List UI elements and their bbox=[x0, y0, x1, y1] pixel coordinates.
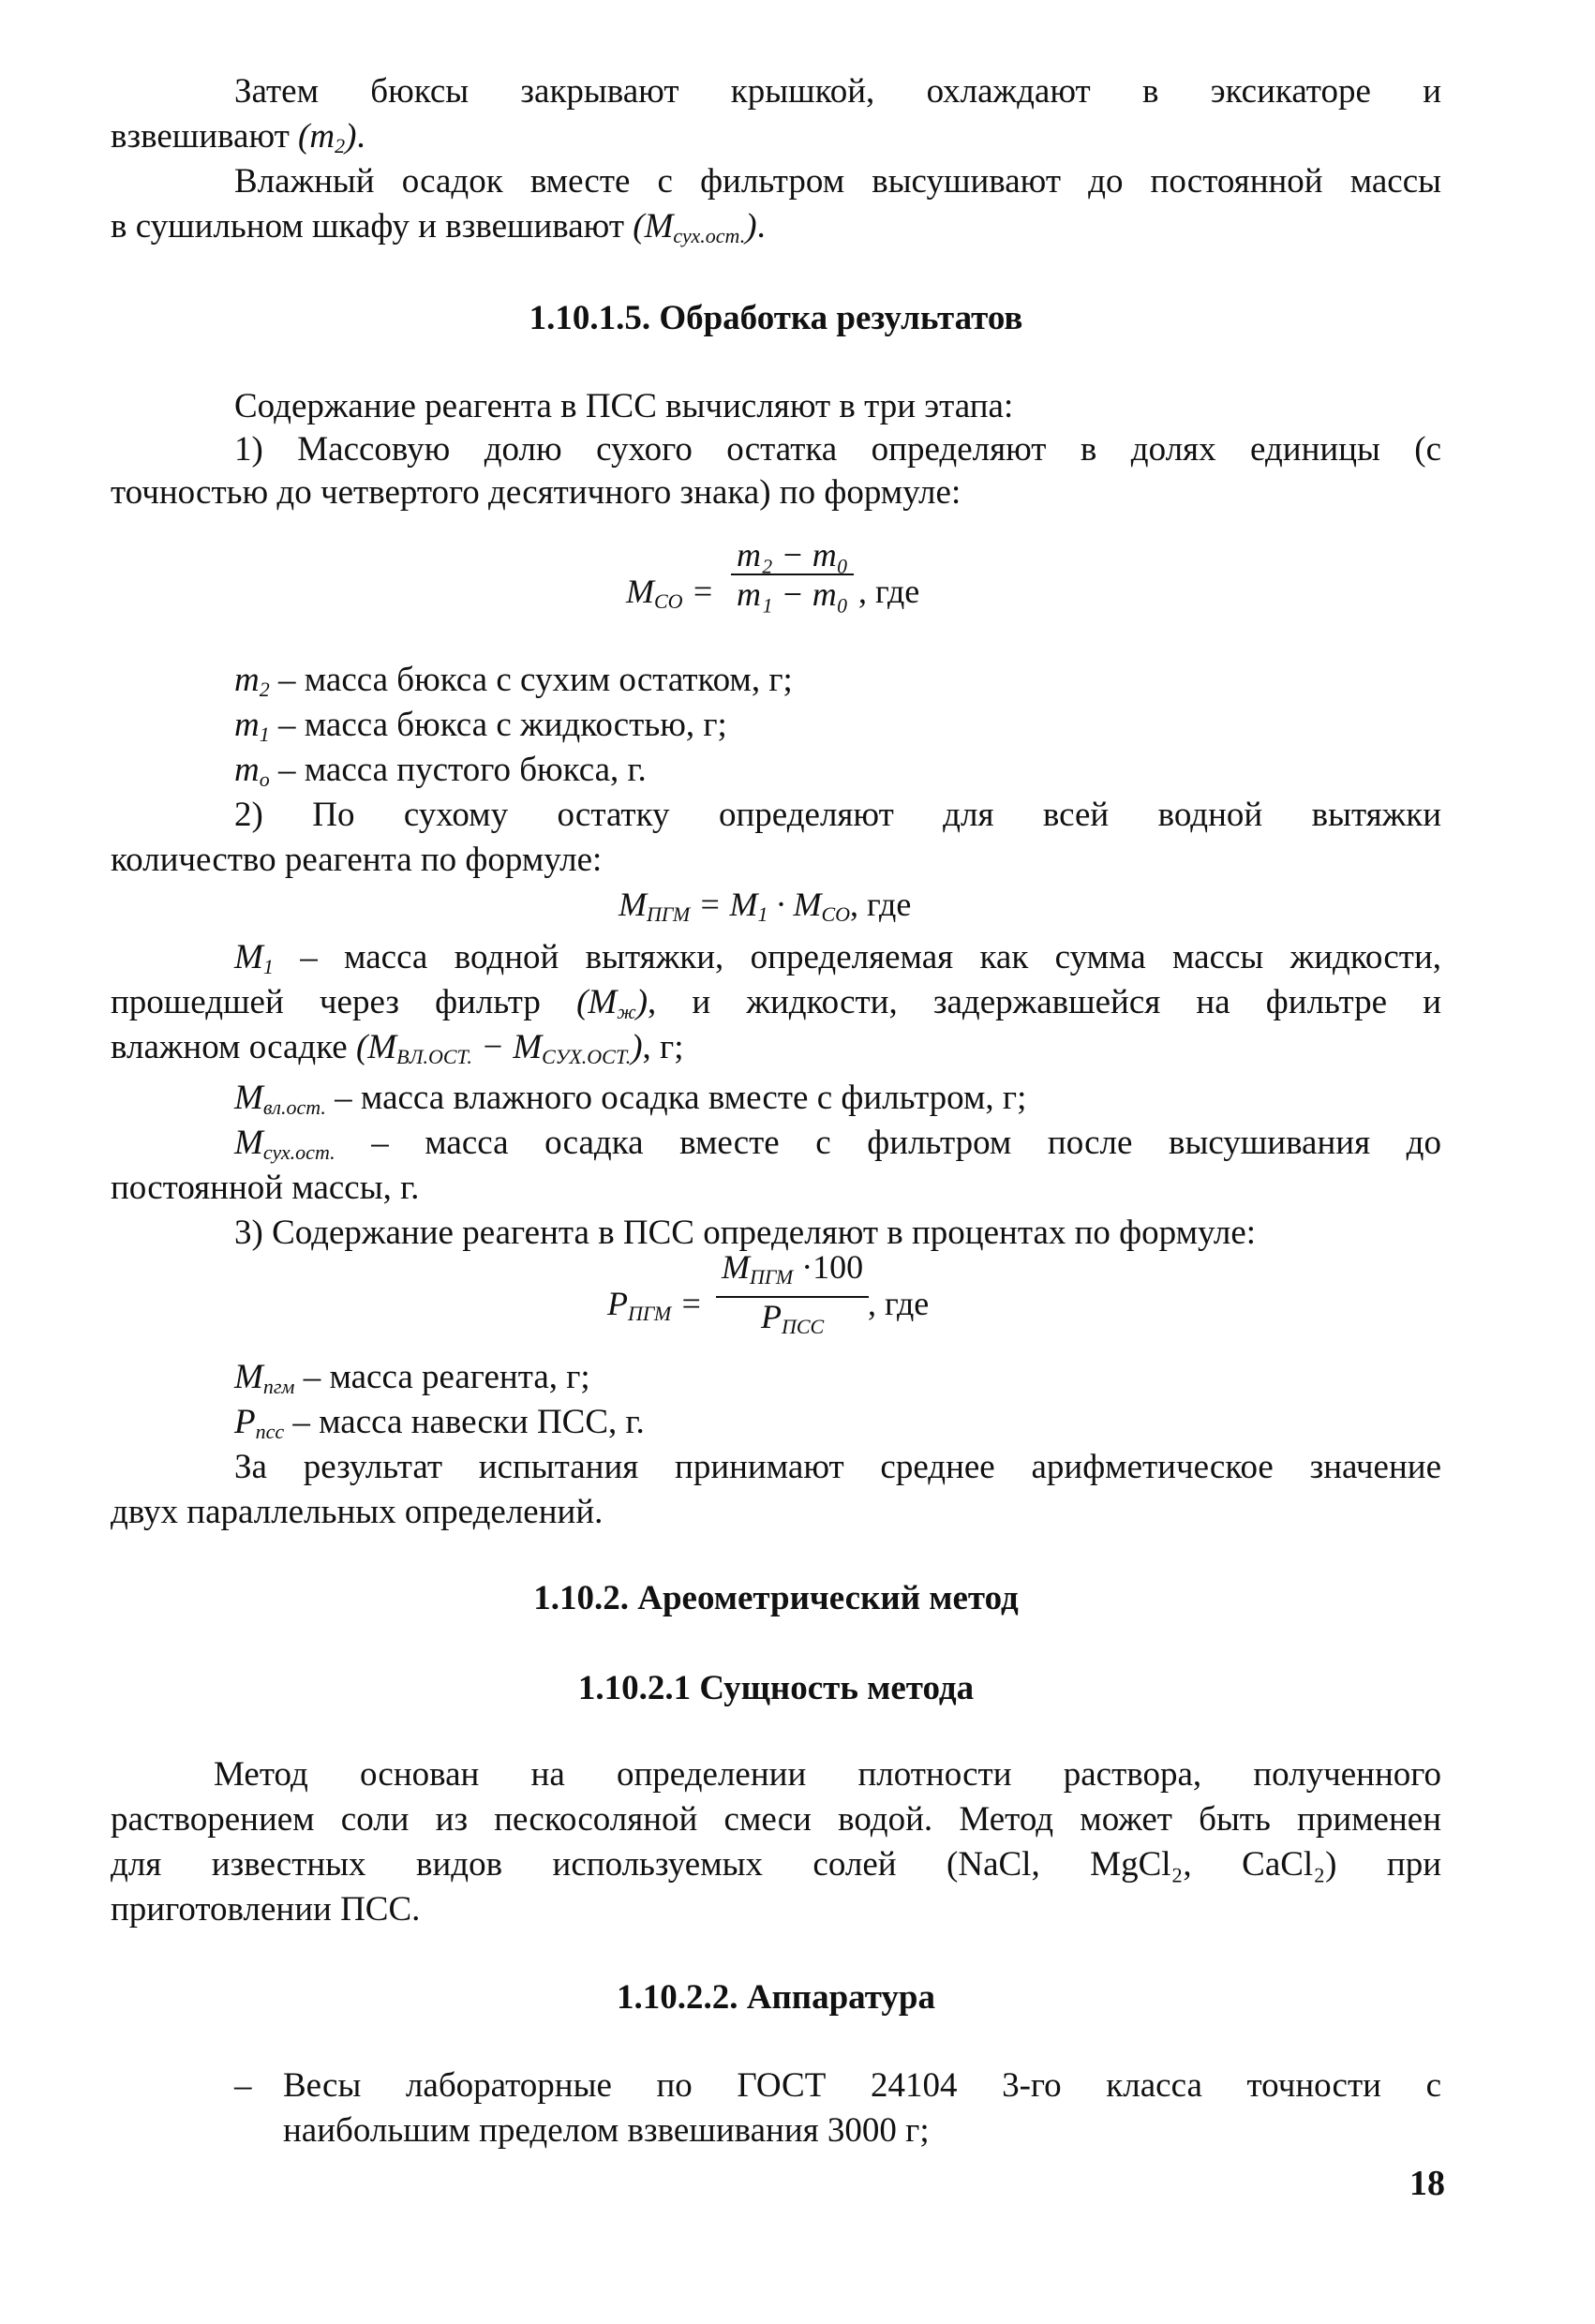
def-Msuh-line1: $M_{сух.ост.}$ – масса осадка вместе с фильтром после высушивания до bbox=[234, 1124, 1441, 1164]
heading-1-10-2-1: 1.10.2.1 Сущность метода bbox=[577, 1669, 975, 1707]
intro-text: Содержание реагента в ПСС вычисляют в три этапа: bbox=[234, 387, 1014, 425]
method-line1: Метод основан на определении плотности раствора, полученного bbox=[214, 1755, 1441, 1794]
def-Msuh-line2: постоянной массы, г. bbox=[111, 1169, 420, 1207]
para2-line1: Влажный осадок вместе с фильтром высушивают до постоянной массы bbox=[234, 162, 1441, 201]
def-M1-line1: $M_1$ – масса водной вытяжки, определяемая как сумма массы жидкости, bbox=[234, 938, 1441, 978]
apparatus-line2: наибольшим пределом взвешивания 3000 г; bbox=[283, 2111, 930, 2150]
var-msuh: $(M_{сух.ост.})$ bbox=[633, 207, 757, 247]
def-Mvl: $M_{вл.ост.}$ – масса влажного осадка вместе с фильтром, г; bbox=[234, 1079, 1027, 1119]
apparatus-dash: – bbox=[234, 2066, 252, 2105]
def-Mpgm: $M_{пгм}$ – масса реагента, г; bbox=[234, 1358, 590, 1398]
formula1-lhs: $M_{CO}$ = bbox=[626, 573, 714, 613]
formula3-suffix: , где bbox=[868, 1285, 930, 1322]
formula3-lhs: $P_{ПГМ}$ = bbox=[607, 1285, 703, 1325]
formula1-denominator: m₁ − m₀ bbox=[737, 575, 849, 613]
def-m0: $m_o$ – масса пустого бюкса, г. bbox=[234, 751, 647, 791]
formula3-fraction bbox=[716, 1248, 869, 1346]
formula3-denominator: $P_{ПСС}$ bbox=[760, 1298, 825, 1338]
var-m2: $(m_2)$ bbox=[298, 117, 357, 157]
para1-line2-text: взвешивают bbox=[111, 117, 290, 156]
def-M1-line2: прошедшей через фильтр $(M_ж)$, и жидкости, задержавшейся на фильтре и bbox=[111, 983, 1441, 1023]
def-Ppss: $P_{псс}$ – масса навески ПСС, г. bbox=[234, 1403, 645, 1443]
method-line3: для известных видов используемых солей (NaCl, MgCl₂, CaCl₂) при bbox=[111, 1845, 1441, 1884]
step1-line2: точностью до четвертого десятичного знака) по формуле: bbox=[111, 473, 961, 512]
para1-line2: взвешивают $(m_2)$. bbox=[111, 117, 365, 157]
step2-line1: 2) По сухому остатку определяют для всей водной вытяжки bbox=[234, 796, 1441, 834]
page-number: 18 bbox=[1409, 2164, 1445, 2203]
heading-1-10-2-2: 1.10.2.2. Аппаратура bbox=[617, 1978, 935, 2017]
step3: 3) Содержание реагента в ПСС определяют в процентах по формуле: bbox=[234, 1214, 1257, 1252]
def-M1-line3: влажном осадке $(M_{ВЛ.ОСТ.} - M_{СУХ.ОСТ.})$, г; bbox=[111, 1028, 684, 1068]
formula1-numerator: m₂ − m₀ bbox=[731, 536, 854, 575]
para1-line1: Затем бюксы закрывают крышкой, охлаждают в эксикаторе и bbox=[234, 72, 1441, 111]
def-m2: $m_2$ – масса бюкса с сухим остатком, г; bbox=[234, 661, 793, 701]
heading-1-10-2: 1.10.2. Ареометрический метод bbox=[533, 1579, 1019, 1617]
apparatus-line1: Весы лабораторные по ГОСТ 24104 3-го класса точности с bbox=[283, 2066, 1441, 2105]
formula1-fraction bbox=[731, 536, 854, 613]
method-line2: растворением соли из пескосоляной смеси водой. Метод может быть применен bbox=[111, 1800, 1441, 1839]
result-line1: За результат испытания принимают среднее арифметическое значение bbox=[234, 1448, 1441, 1486]
step2-line2: количество реагента по формуле: bbox=[111, 841, 603, 879]
formula2: $M_{ПГМ} = M_1 \cdot M_{CO}$, где bbox=[619, 886, 912, 926]
formula3-numerator: $M_{ПГМ} \cdot 100$ bbox=[716, 1248, 869, 1298]
method-line4: приготовлении ПСС. bbox=[111, 1890, 421, 1929]
formula1-suffix: , где bbox=[858, 573, 920, 610]
result-line2: двух параллельных определений. bbox=[111, 1493, 604, 1531]
step1-line1: 1) Массовую долю сухого остатка определяют в долях единицы (с bbox=[234, 430, 1441, 469]
def-m1: $m_1$ – масса бюкса с жидкостью, г; bbox=[234, 706, 727, 746]
para2-line2: в сушильном шкафу и взвешивают $(M_{сух.ост.})$. bbox=[111, 207, 766, 247]
heading-1-10-1-5: 1.10.1.5. Обработка результатов bbox=[529, 299, 1023, 337]
